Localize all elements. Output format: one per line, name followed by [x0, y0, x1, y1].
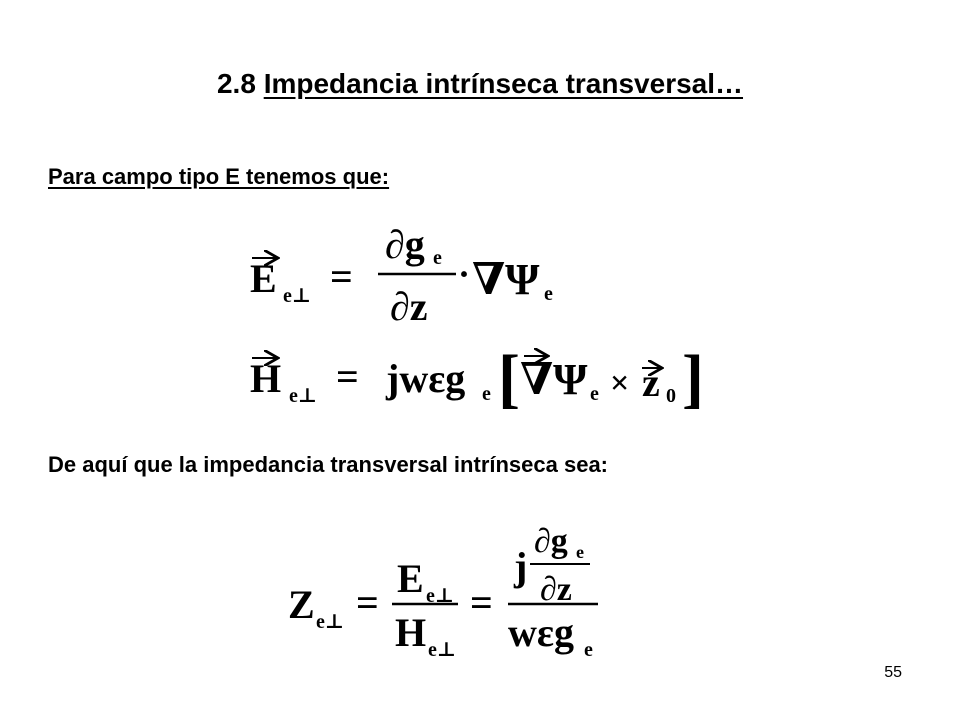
eq3-frac1-num-sub: e⊥	[426, 585, 455, 607]
intro-text: Para campo tipo E tenemos que:	[48, 164, 390, 189]
equation-h-field	[250, 342, 704, 415]
eq3-frac1-num: E	[397, 556, 424, 601]
eq2-bracket-open: [	[498, 342, 520, 415]
eq2-z-sub: 0	[666, 385, 676, 407]
eq3-equals-2: =	[470, 580, 493, 625]
eq1-lhs: E	[250, 256, 277, 301]
eq1-num-sub: e	[433, 247, 442, 269]
slide-number: 55	[884, 664, 902, 681]
eq2-grad: ∇Ψ	[520, 355, 588, 404]
eq3-inner-num: ∂g	[534, 523, 568, 560]
eq1-rhs: ∇Ψ	[472, 255, 540, 304]
eq2-times: ×	[610, 365, 630, 402]
eq2-z: z	[642, 360, 660, 405]
eq2-lhs-sub: e⊥	[289, 385, 318, 407]
equation-impedance	[288, 523, 598, 661]
eq2-lhs: H	[250, 356, 282, 401]
eq1-rhs-sub: e	[544, 283, 553, 305]
eq3-inner-den: ∂z	[540, 571, 572, 608]
eq1-num: ∂g	[385, 222, 425, 267]
eq1-dot: ·	[458, 254, 471, 294]
eq2-grad-sub: e	[590, 383, 599, 405]
eq1-den: ∂z	[390, 284, 428, 329]
section-number: 2.8	[216, 68, 256, 99]
eq3-frac1-den-sub: e⊥	[428, 639, 457, 661]
section-title: Impedancia intrínseca transversal…	[263, 68, 744, 99]
eq2-rhs-pre: jwεg	[386, 356, 466, 401]
eq2-rhs-pre-sub: e	[482, 383, 491, 405]
result-text: De aquí que la impedancia transversal intrínseca sea:	[48, 452, 609, 477]
eq2-bracket-close: ]	[682, 342, 704, 415]
eq3-frac1-den: H	[395, 610, 427, 655]
eq3-equals-1: =	[356, 580, 379, 625]
eq1-equals: =	[330, 254, 353, 299]
eq3-frac2-den-sub: e	[584, 639, 593, 661]
equation-e-field	[250, 222, 553, 329]
eq3-j: j	[514, 544, 528, 589]
eq1-lhs-sub: e⊥	[283, 285, 312, 307]
eq3-inner-num-sub: e	[576, 542, 584, 562]
eq3-lhs-sub: e⊥	[316, 611, 345, 633]
eq2-equals: =	[336, 354, 359, 399]
eq3-lhs: Z	[288, 582, 315, 627]
eq3-frac2-den: wεg	[508, 610, 574, 655]
